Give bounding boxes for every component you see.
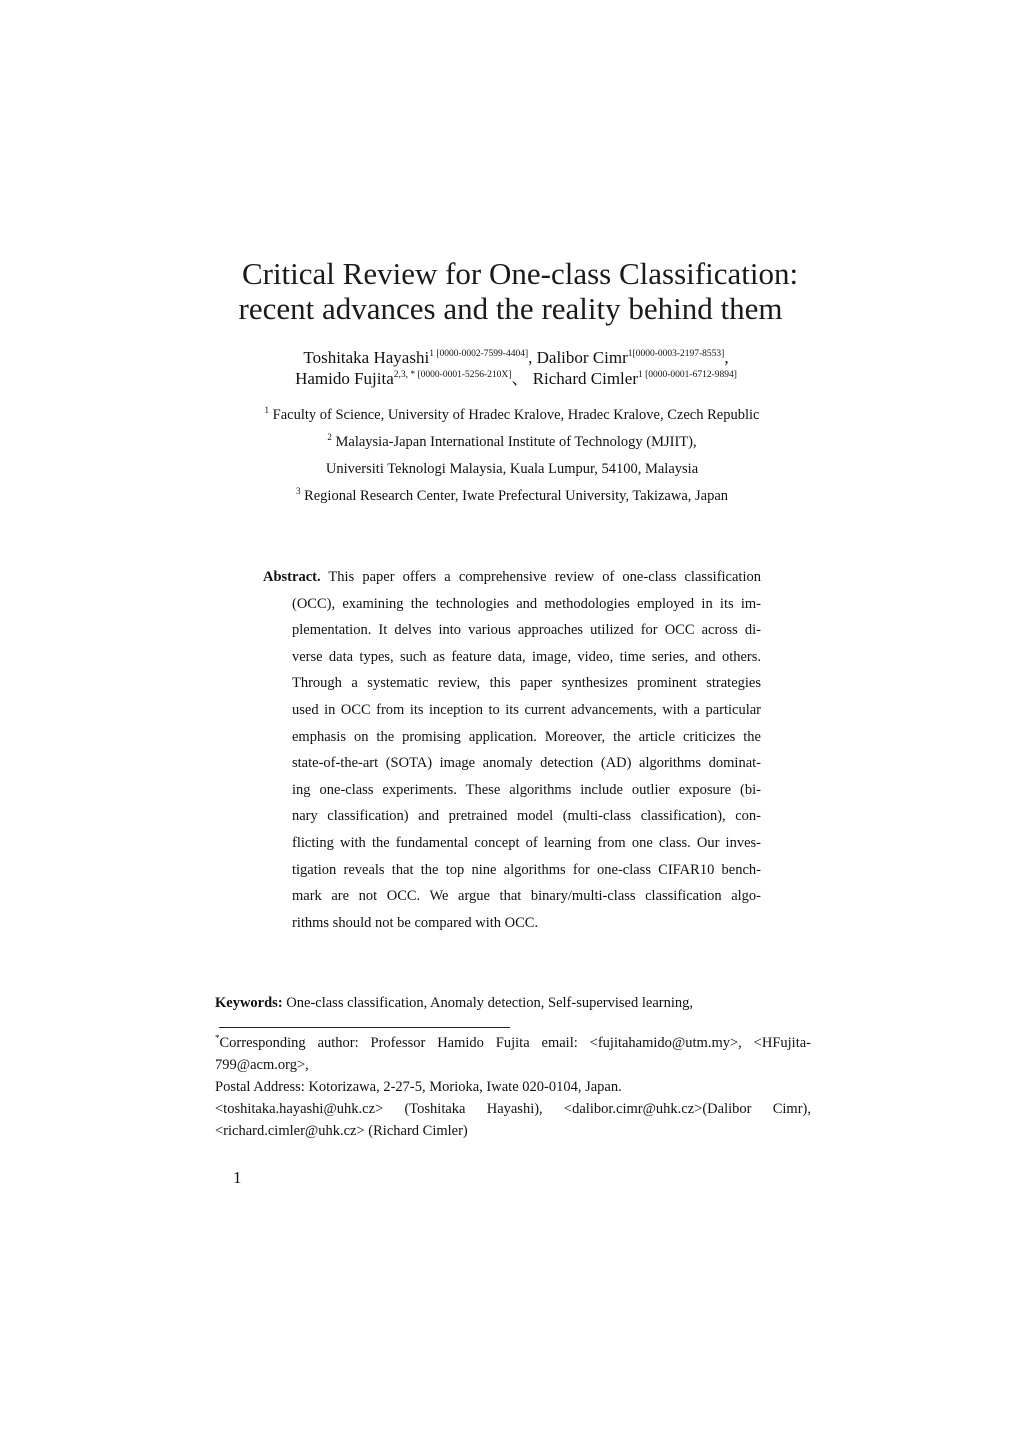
abstract-label: Abstract. [263, 569, 321, 585]
footnote-text: Corresponding author: Professor Hamido Fujita email: <fujitahamido@utm.my>, <HFujita- [219, 1035, 811, 1051]
affiliation-number: 3 [295, 486, 301, 496]
paper-title-line-2: recent advances and the reality behind them [238, 291, 783, 326]
affiliation-1 [0, 406, 1024, 424]
footnote-divider [219, 1027, 510, 1028]
abstract-line: tigation reveals that the top nine algorithms for one-class CIFAR10 bench- [292, 861, 761, 878]
author-name: Hamido Fujita [295, 369, 394, 388]
abstract-line: nary classification) and pretrained model (multi-class classification), con- [292, 808, 761, 825]
abstract [263, 564, 761, 936]
affiliation-2 [0, 433, 1024, 451]
footnote-line: 799@acm.org>, [215, 1057, 309, 1073]
author-list-line-1 [0, 348, 1024, 368]
keywords-label: Keywords: [215, 995, 283, 1011]
abstract-line: Through a systematic review, this paper synthesizes prominent strategies [292, 675, 761, 692]
footnote-line [215, 1032, 811, 1054]
abstract-line: used in OCC from its inception to its current advancements, with a particular [292, 701, 761, 718]
affiliation-2-continued [0, 460, 1024, 478]
author-orcid: 1 [0000-0001-6712-9894] [637, 370, 737, 380]
affiliation-text: Faculty of Science, University of Hradec Kralove, Hradec Kralove, Czech Republic [269, 407, 760, 423]
author-separator: , [724, 348, 729, 367]
abstract-line: flicting with the fundamental concept of learning from one class. Our inves- [292, 834, 761, 851]
abstract-line: (OCC), examining the technologies and methodologies employed in its im- [292, 595, 761, 612]
author-list-line-2 [0, 369, 1024, 389]
affiliation-text: Universiti Teknologi Malaysia, Kuala Lumpur, 54100, Malaysia [325, 461, 699, 477]
footnote-line: <toshitaka.hayashi@uhk.cz> (Toshitaka Hayashi), <dalibor.cimr@uhk.cz>(Dalibor Cimr), [215, 1101, 811, 1117]
abstract-line: state-of-the-art (SOTA) image anomaly detection (AD) algorithms dominat- [292, 755, 761, 772]
footnote-marker: * [215, 1033, 220, 1043]
affiliation-text: Regional Research Center, Iwate Prefectural University, Takizawa, Japan [300, 488, 729, 504]
footnote-line: Postal Address: Kotorizawa, 2-27-5, Morioka, Iwate 020-0104, Japan. [215, 1079, 622, 1095]
abstract-line: rithms should not be compared with OCC. [292, 914, 539, 931]
keywords [215, 994, 693, 1012]
abstract-text: This paper offers a comprehensive review of one-class classification [320, 569, 761, 585]
author-name: Dalibor Cimr [536, 348, 628, 367]
page-number: 1 [233, 1168, 242, 1187]
author-orcid: 1[0000-0003-2197-8553] [627, 349, 725, 359]
abstract-line: verse data types, such as feature data, image, video, time series, and others. [292, 648, 761, 665]
abstract-line [263, 564, 761, 591]
abstract-line: plementation. It delves into various approaches utilized for OCC across di- [292, 622, 761, 639]
affiliation-number: 1 [264, 405, 270, 415]
author-separator: , [528, 348, 537, 367]
affiliation-text: Malaysia-Japan International Institute of Technology (MJIIT), [331, 434, 697, 450]
abstract-line: emphasis on the promising application. Moreover, the article criticizes the [292, 728, 761, 745]
affiliation-3 [0, 487, 1024, 505]
author-name: Richard Cimler [532, 369, 638, 388]
abstract-line: ing one-class experiments. These algorithms include outlier exposure (bi- [292, 781, 761, 798]
paper-title-line-1: Critical Review for One-class Classification: [241, 256, 799, 291]
author-orcid: 1 [0000-0002-7599-4404] [429, 349, 529, 359]
author-separator: 、 [511, 369, 533, 388]
keywords-text: One-class classification, Anomaly detection, Self-supervised learning, [282, 995, 693, 1011]
abstract-line: mark are not OCC. We argue that binary/multi-class classification algo- [292, 888, 761, 905]
author-name: Toshitaka Hayashi [303, 348, 430, 367]
affiliation-number: 2 [327, 432, 332, 442]
footnotes [215, 1032, 811, 1142]
footnote-line: <richard.cimler@uhk.cz> (Richard Cimler) [215, 1123, 468, 1139]
author-orcid: 2,3, * [0000-0001-5256-210X] [393, 370, 512, 380]
